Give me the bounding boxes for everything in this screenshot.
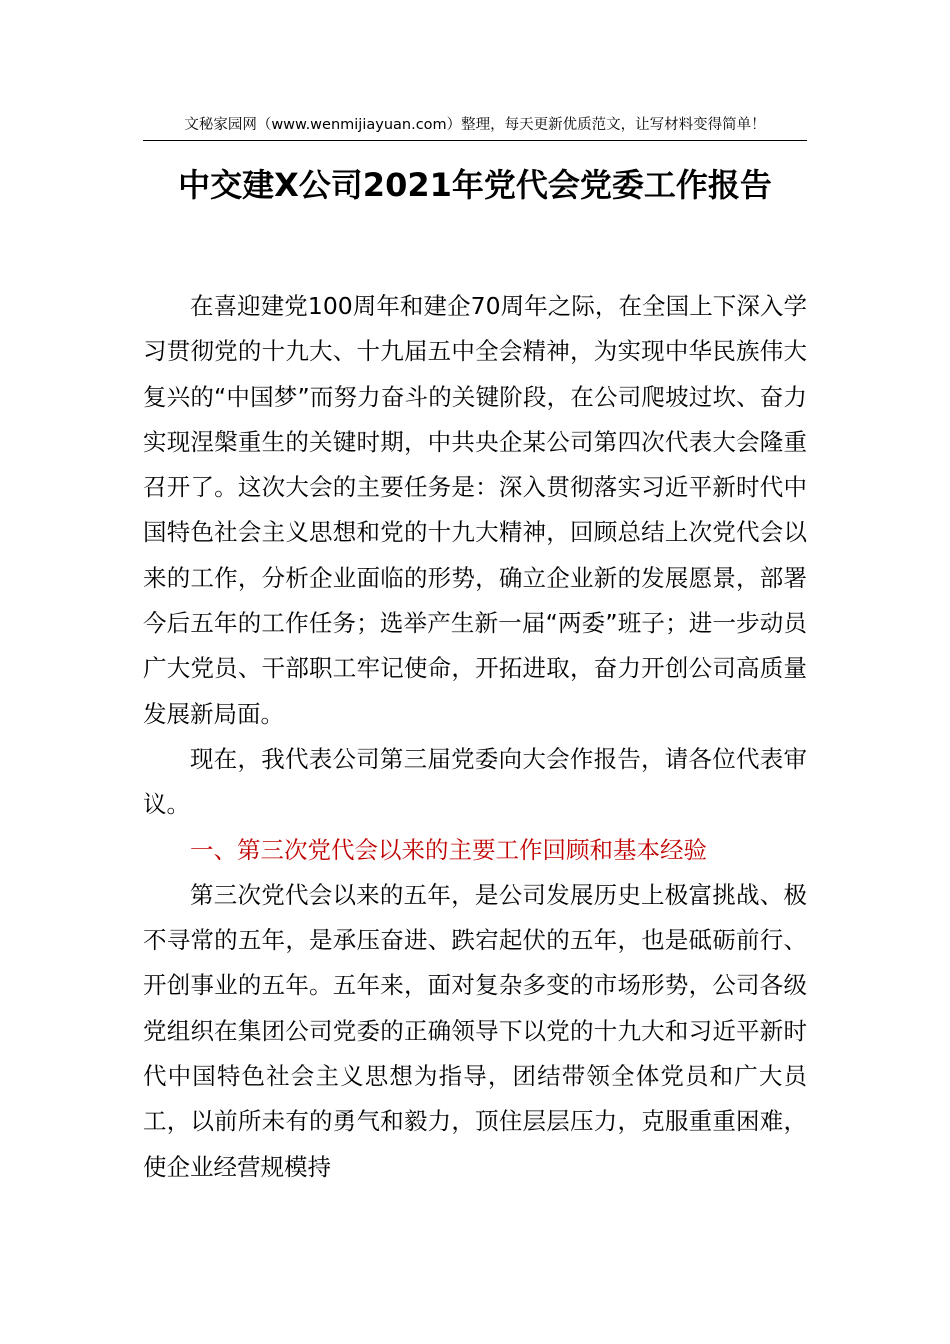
intro-paragraph: 在喜迎建党100周年和建企70周年之际，在全国上下深入学习贯彻党的十九大、十九届五中全会精神，为实现中华民族伟大复兴的“中国梦”而努力奋斗的关键阶段，在公司爬坡过坎、奋力实现涅槃重生的关键时期，中共央企某公司第四次代表大会隆重召开了。这次大会的主要任务是：深入贯彻落实习近平新时代中国特色社会主义思想和党的十九大精神，回顾总结上次党代会以来的工作，分析企业面临的形势，确立企业新的发展愿景，部署今后五年的工作任务；选举产生新一届“两委”班子；进一步动员广大党员、干部职工牢记使命，开拓进取，奋力开创公司高质量发展新局面。 [143, 292, 807, 728]
page-header: 文秘家园网（www.wenmijiayuan.com）整理，每天更新优质范文，让写材料变得简单！ [184, 117, 766, 133]
header-divider [143, 140, 807, 141]
document-title: 中交建X公司2021年党代会党委工作报告 [178, 166, 772, 204]
section-paragraph: 第三次党代会以来的五年，是公司发展历史上极富挑战、极不寻常的五年，是承压奋进、跌宕起伏的五年，也是砥砺前行、开创事业的五年。五年来，面对复杂多变的市场形势，公司各级党组织在集团公司党委的正确领导下以党的十九大和习近平新时代中国特色社会主义思想为指导，团结带领全体党员和广大员工，以前所未有的勇气和毅力，顶住层层压力，克服重重困难，使企业经营规模持 [143, 880, 807, 1181]
section-heading: 一、第三次党代会以来的主要工作回顾和基本经验 [190, 835, 707, 864]
report-paragraph: 现在，我代表公司第三届党委向大会作报告，请各位代表审议。 [143, 744, 807, 819]
document-body [143, 284, 807, 1190]
